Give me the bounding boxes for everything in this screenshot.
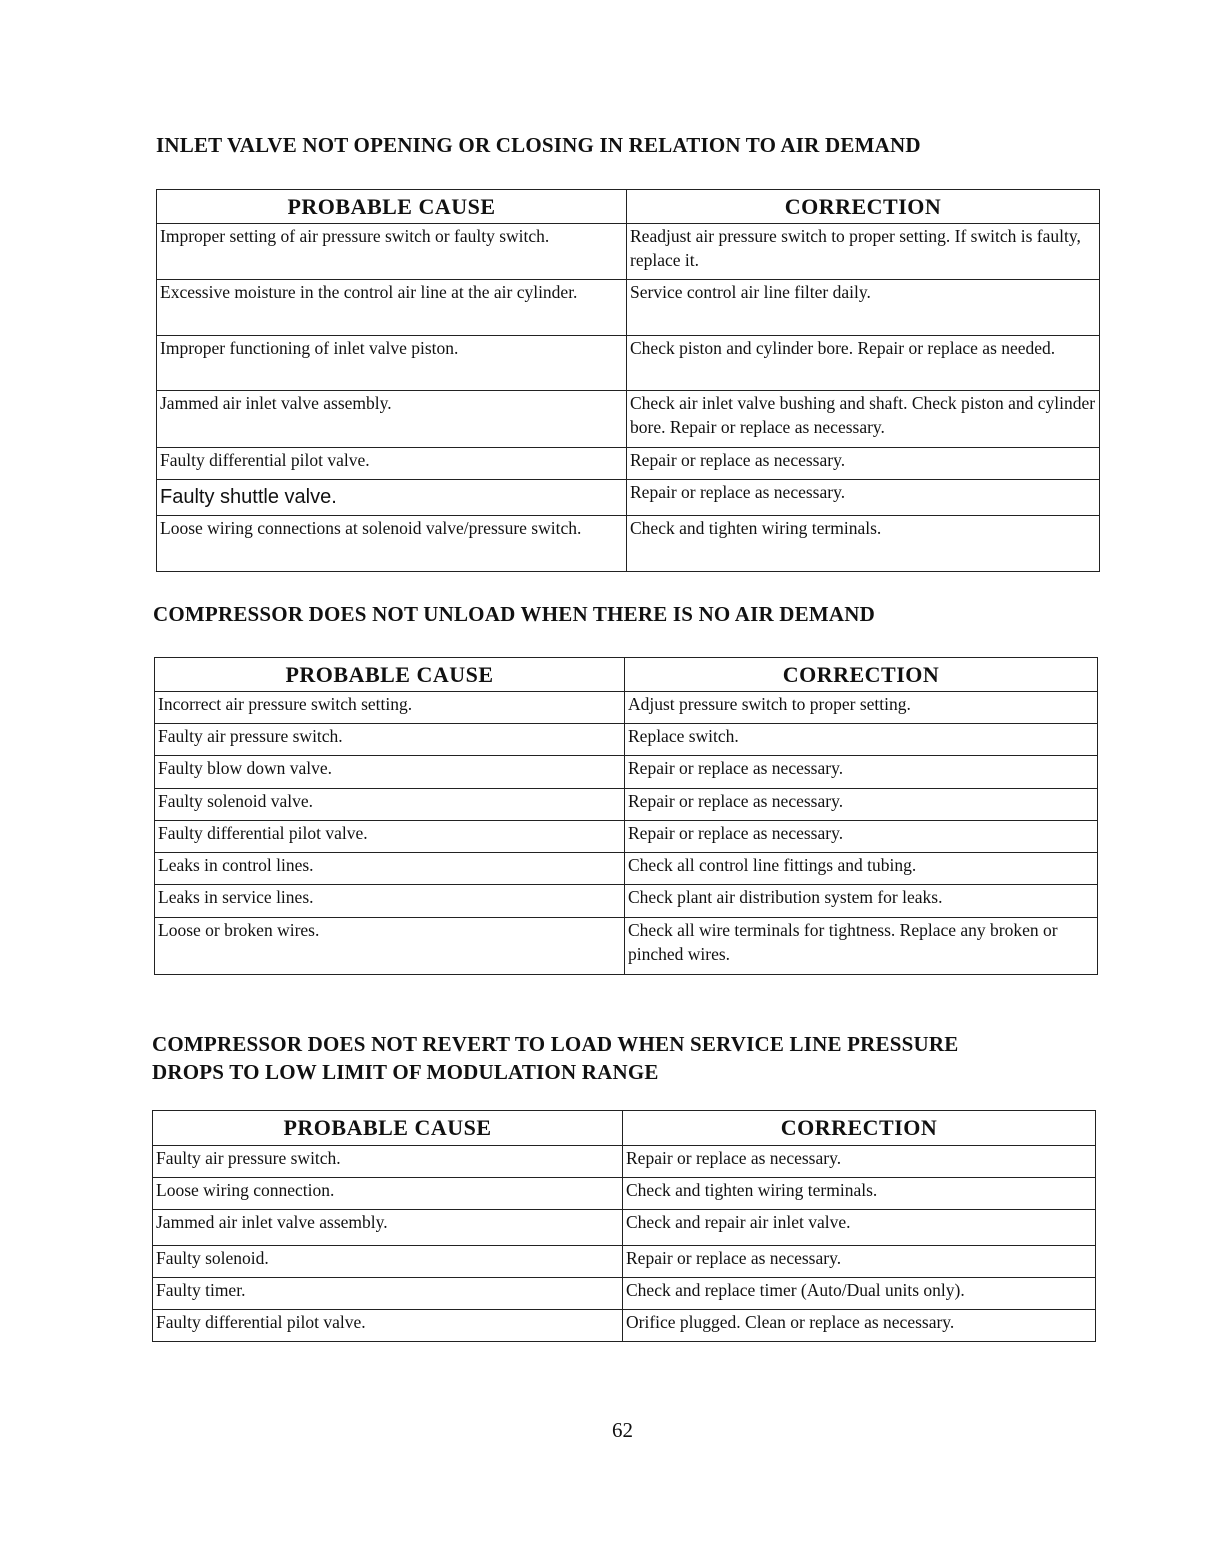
section-3-title-line-2: DROPS TO LOW LIMIT OF MODULATION RANGE <box>152 1060 659 1084</box>
table-header-row <box>153 1111 1096 1146</box>
correction-cell: Repair or replace as necessary. <box>623 1246 1096 1278</box>
troubleshooting-table-3 <box>152 1110 1096 1342</box>
table-row <box>157 280 1100 336</box>
table-row <box>155 853 1098 885</box>
correction-cell: Check and tighten wiring terminals. <box>627 516 1100 572</box>
column-header-correction: CORRECTION <box>623 1111 1096 1146</box>
cause-cell: Faulty differential pilot valve. <box>155 821 625 853</box>
correction-cell: Check and replace timer (Auto/Dual units only). <box>623 1278 1096 1310</box>
table-row <box>153 1278 1096 1310</box>
correction-cell: Check and tighten wiring terminals. <box>623 1178 1096 1210</box>
section-2-title: COMPRESSOR DOES NOT UNLOAD WHEN THERE IS NO AIR DEMAND <box>153 602 876 626</box>
correction-cell: Check air inlet valve bushing and shaft. Check piston and cylinder bore. Repair or replace as necessary. <box>627 391 1100 448</box>
column-header-cause: PROBABLE CAUSE <box>153 1111 623 1146</box>
column-header-correction: CORRECTION <box>625 658 1098 692</box>
troubleshooting-table-1 <box>156 189 1100 572</box>
section-1-title: INLET VALVE NOT OPENING OR CLOSING IN RELATION TO AIR DEMAND <box>156 133 921 157</box>
correction-cell: Check piston and cylinder bore. Repair or replace as needed. <box>627 336 1100 391</box>
table-row <box>157 224 1100 280</box>
correction-cell: Check and repair air inlet valve. <box>623 1210 1096 1246</box>
correction-cell: Adjust pressure switch to proper setting. <box>625 692 1098 724</box>
cause-cell: Faulty differential pilot valve. <box>153 1310 623 1342</box>
correction-cell: Repair or replace as necessary. <box>623 1146 1096 1178</box>
table-row <box>157 336 1100 391</box>
table-row <box>157 516 1100 572</box>
table-row <box>153 1146 1096 1178</box>
troubleshooting-table-2 <box>154 657 1098 975</box>
cause-cell: Faulty solenoid. <box>153 1246 623 1278</box>
correction-cell: Replace switch. <box>625 724 1098 756</box>
correction-cell: Check all control line fittings and tubing. <box>625 853 1098 885</box>
correction-cell: Repair or replace as necessary. <box>625 756 1098 789</box>
cause-cell: Leaks in control lines. <box>155 853 625 885</box>
correction-cell: Orifice plugged. Clean or replace as necessary. <box>623 1310 1096 1342</box>
cause-cell: Incorrect air pressure switch setting. <box>155 692 625 724</box>
table-row <box>155 692 1098 724</box>
correction-cell: Service control air line filter daily. <box>627 280 1100 336</box>
cause-cell: Faulty solenoid valve. <box>155 789 625 821</box>
section-3-title <box>152 1030 958 1086</box>
cause-cell: Improper functioning of inlet valve piston. <box>157 336 627 391</box>
table-header-row <box>155 658 1098 692</box>
table-row <box>153 1246 1096 1278</box>
cause-cell: Jammed air inlet valve assembly. <box>157 391 627 448</box>
table-row <box>153 1210 1096 1246</box>
correction-cell: Repair or replace as necessary. <box>625 789 1098 821</box>
table-row <box>155 885 1098 918</box>
cause-cell: Faulty shuttle valve. <box>157 480 627 516</box>
column-header-correction: CORRECTION <box>627 190 1100 224</box>
table-row <box>155 756 1098 789</box>
cause-cell: Faulty timer. <box>153 1278 623 1310</box>
section-3-title-line-1: COMPRESSOR DOES NOT REVERT TO LOAD WHEN SERVICE LINE PRESSURE <box>152 1032 959 1056</box>
table-row <box>153 1178 1096 1210</box>
column-header-cause: PROBABLE CAUSE <box>155 658 625 692</box>
cause-cell: Faulty differential pilot valve. <box>157 448 627 480</box>
correction-cell: Repair or replace as necessary. <box>627 448 1100 480</box>
table-row <box>155 789 1098 821</box>
page-number: 62 <box>612 1418 633 1442</box>
table-header-row <box>157 190 1100 224</box>
cause-cell: Leaks in service lines. <box>155 885 625 918</box>
cause-cell: Jammed air inlet valve assembly. <box>153 1210 623 1246</box>
cause-cell: Excessive moisture in the control air line at the air cylinder. <box>157 280 627 336</box>
cause-cell: Loose wiring connections at solenoid valve/pressure switch. <box>157 516 627 572</box>
column-header-cause: PROBABLE CAUSE <box>157 190 627 224</box>
correction-cell: Repair or replace as necessary. <box>627 480 1100 516</box>
correction-cell: Readjust air pressure switch to proper setting. If switch is faulty, replace it. <box>627 224 1100 280</box>
cause-cell: Faulty blow down valve. <box>155 756 625 789</box>
cause-cell: Loose or broken wires. <box>155 918 625 975</box>
correction-cell: Check all wire terminals for tightness. Replace any broken or pinched wires. <box>625 918 1098 975</box>
table-row <box>157 391 1100 448</box>
cause-cell: Improper setting of air pressure switch or faulty switch. <box>157 224 627 280</box>
cause-cell: Loose wiring connection. <box>153 1178 623 1210</box>
cause-cell: Faulty air pressure switch. <box>155 724 625 756</box>
table-row <box>155 918 1098 975</box>
table-row <box>155 821 1098 853</box>
cause-cell: Faulty air pressure switch. <box>153 1146 623 1178</box>
table-row <box>153 1310 1096 1342</box>
correction-cell: Check plant air distribution system for leaks. <box>625 885 1098 918</box>
table-row <box>157 480 1100 516</box>
table-row <box>157 448 1100 480</box>
correction-cell: Repair or replace as necessary. <box>625 821 1098 853</box>
table-row <box>155 724 1098 756</box>
